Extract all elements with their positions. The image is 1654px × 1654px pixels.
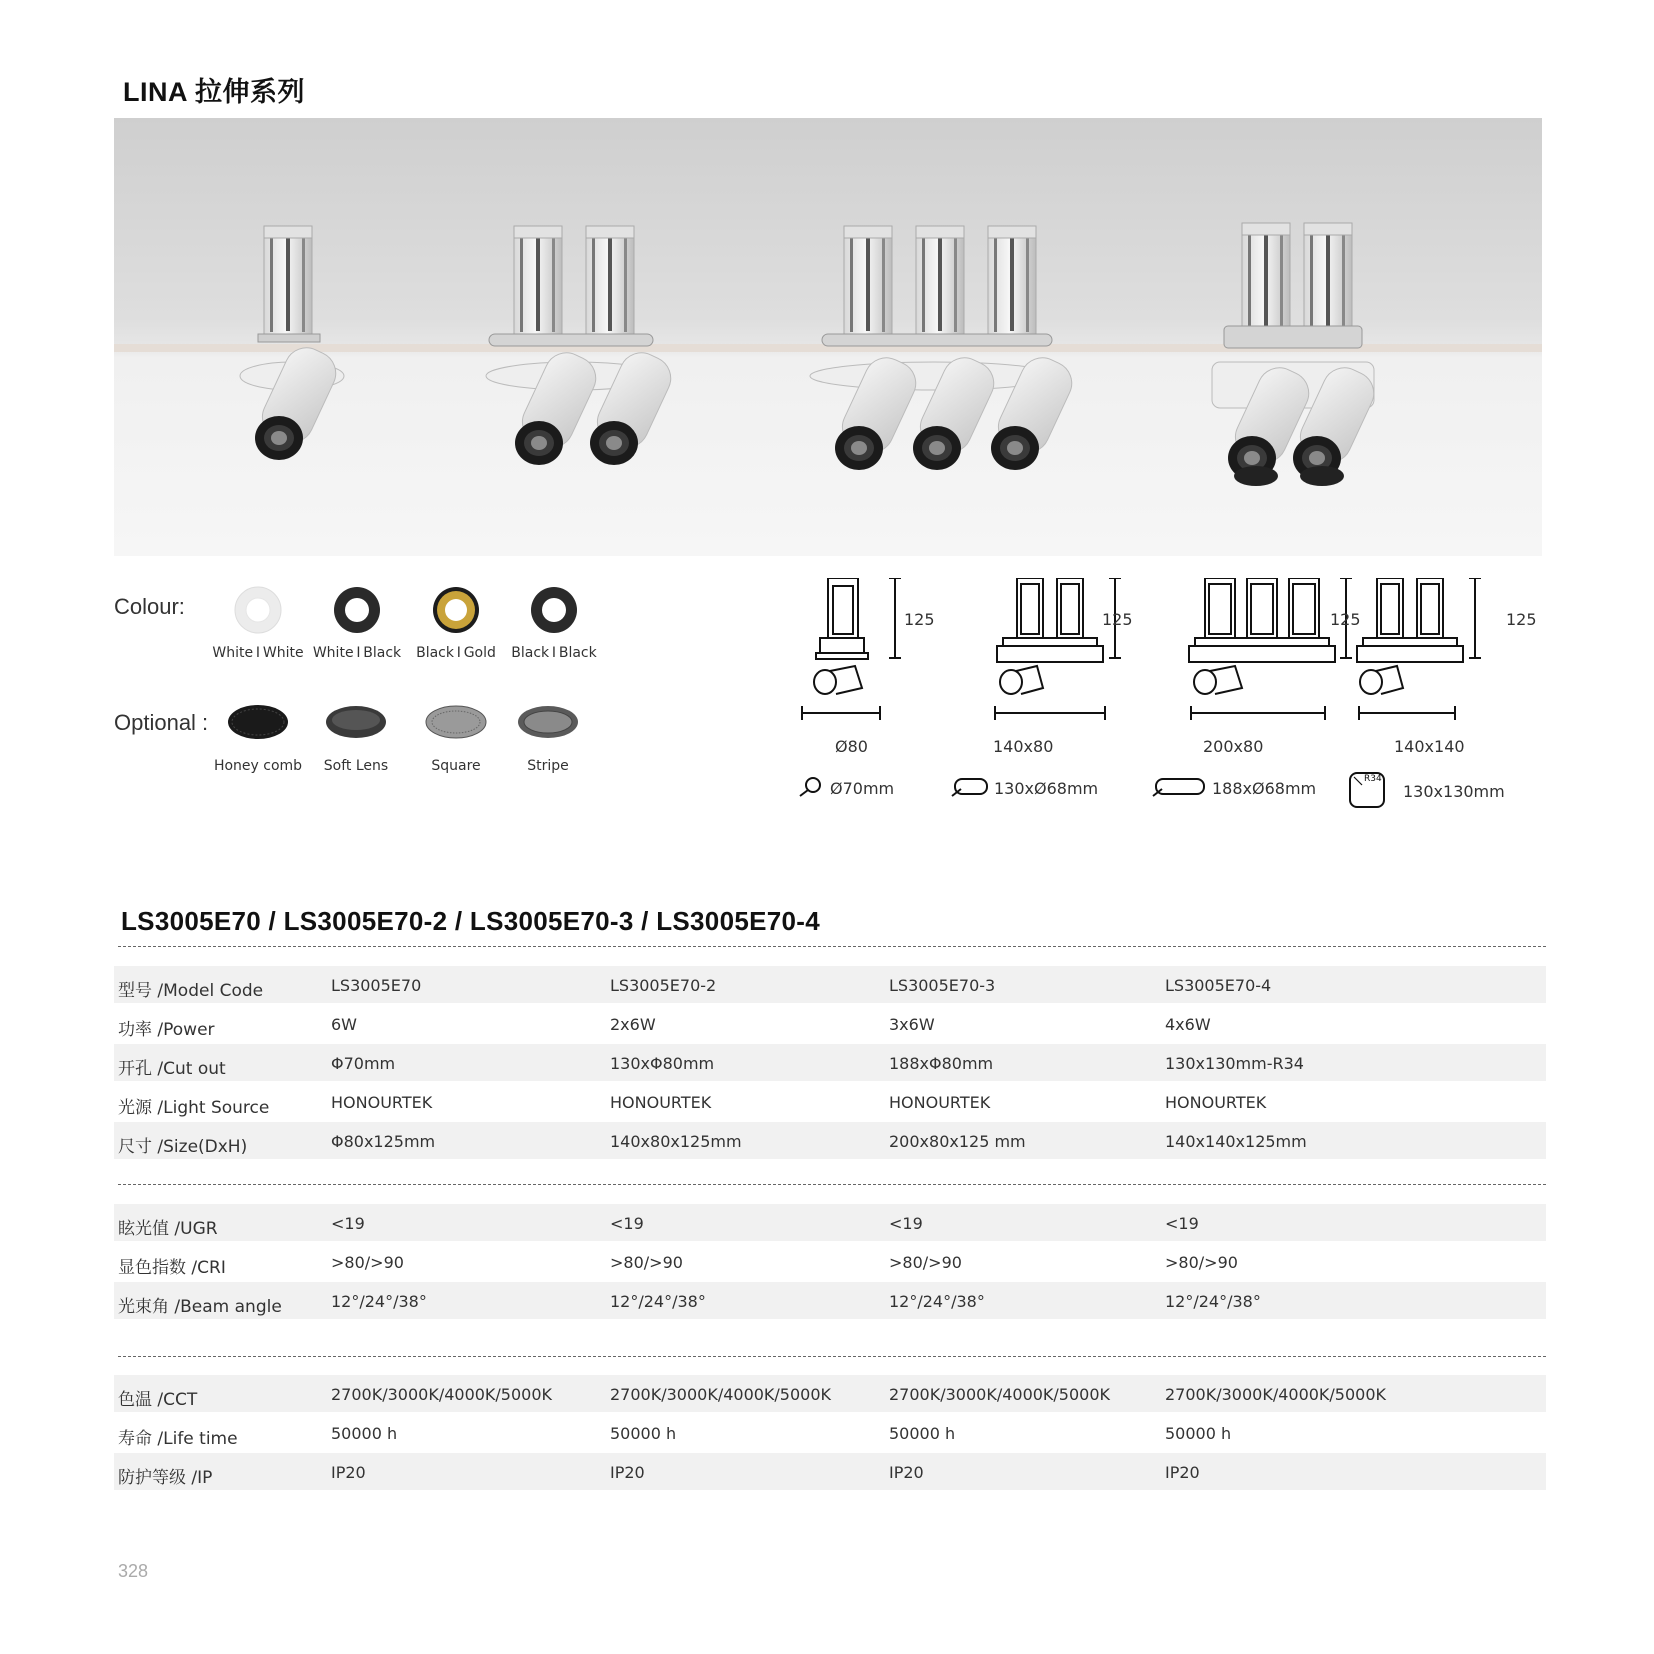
spec-row	[114, 1044, 1546, 1081]
product-quad	[1212, 223, 1381, 486]
spec-title: LS3005E70 / LS3005E70-2 / LS3005E70-3 / LS3005E70-4	[121, 906, 820, 936]
spec-value: Φ70mm	[331, 1054, 396, 1073]
spec-value: LS3005E70-3	[889, 976, 996, 995]
spec-value: 2700K/3000K/4000K/5000K	[331, 1385, 553, 1404]
spec-value: 140x140x125mm	[1165, 1132, 1307, 1151]
spec-value: Φ80x125mm	[331, 1132, 436, 1151]
spec-value: IP20	[331, 1463, 366, 1482]
height-label: 125	[1330, 610, 1361, 629]
spec-value: IP20	[1165, 1463, 1200, 1482]
spec-value: IP20	[610, 1463, 645, 1482]
spec-value: IP20	[889, 1463, 924, 1482]
oblong-cutout-icon	[949, 776, 989, 798]
product-single	[240, 226, 344, 460]
colour-label: Colour:	[114, 594, 185, 619]
spec-value: 188xΦ80mm	[889, 1054, 994, 1073]
spec-label: 开孔 /Cut out	[118, 1059, 226, 1079]
spec-row	[114, 1453, 1546, 1490]
divider	[118, 1356, 1546, 1357]
diagram-triple	[1189, 578, 1352, 720]
spec-label: 寿命 /Life time	[118, 1429, 238, 1449]
spec-value: 2700K/3000K/4000K/5000K	[610, 1385, 832, 1404]
oblong-cutout-icon	[1150, 776, 1206, 798]
spec-value: LS3005E70-2	[610, 976, 717, 995]
spec-row	[114, 1243, 1546, 1280]
spec-value: 12°/24°/38°	[889, 1292, 985, 1311]
optional-label: Optional :	[114, 710, 209, 735]
product-render-illustration	[114, 118, 1542, 556]
spec-value: 130x130mm-R34	[1165, 1054, 1304, 1073]
width-label: Ø80	[835, 737, 868, 756]
square-lens-icon	[424, 702, 488, 742]
spec-value: 12°/24°/38°	[331, 1292, 427, 1311]
spec-value: HONOURTEK	[610, 1093, 712, 1112]
spec-value: 50000 h	[610, 1424, 677, 1443]
height-label: 125	[1506, 610, 1537, 629]
spec-value: >80/>90	[331, 1253, 404, 1272]
spec-label: 光源 /Light Source	[118, 1098, 270, 1118]
stripe-lens-icon	[516, 702, 580, 742]
colour-caption: White I Black	[312, 645, 402, 661]
spec-row	[114, 966, 1546, 1003]
spec-label: 色温 /CCT	[118, 1390, 198, 1410]
diagram-single	[802, 578, 901, 720]
spec-value: 2700K/3000K/4000K/5000K	[889, 1385, 1111, 1404]
cutout-label: 130xØ68mm	[994, 779, 1099, 798]
diagram-quad	[1357, 578, 1481, 720]
spec-value: 200x80x125 mm	[889, 1132, 1026, 1151]
colour-swatch-black-black	[529, 585, 579, 635]
dimension-diagrams	[780, 578, 1520, 723]
spec-value: 50000 h	[889, 1424, 956, 1443]
optional-caption: Honey comb	[213, 758, 303, 774]
spec-value: 4x6W	[1165, 1015, 1211, 1034]
spec-label: 显色指数 /CRI	[118, 1258, 226, 1278]
round-cutout-icon	[797, 776, 825, 798]
spec-label: 型号 /Model Code	[118, 981, 264, 1001]
spec-value: 130xΦ80mm	[610, 1054, 715, 1073]
page-number: 328	[118, 1561, 149, 1581]
colour-caption: White I White	[212, 645, 304, 661]
spec-value: HONOURTEK	[1165, 1093, 1267, 1112]
spec-label: 眩光值 /UGR	[118, 1219, 218, 1239]
spec-value: 50000 h	[1165, 1424, 1232, 1443]
spec-value: >80/>90	[1165, 1253, 1238, 1272]
spec-value: 12°/24°/38°	[610, 1292, 706, 1311]
spec-value: 2x6W	[610, 1015, 656, 1034]
colour-swatch-black-gold	[431, 585, 481, 635]
spec-value: HONOURTEK	[331, 1093, 433, 1112]
width-label: 140x80	[993, 737, 1054, 756]
spec-label: 防护等级 /IP	[118, 1468, 213, 1488]
cutout-label: Ø70mm	[830, 779, 895, 798]
height-label: 125	[1102, 610, 1133, 629]
spec-row	[114, 1005, 1546, 1042]
spec-value: 6W	[331, 1015, 357, 1034]
spec-value: 3x6W	[889, 1015, 935, 1034]
spec-value: <19	[889, 1214, 923, 1233]
colour-swatch-white-black	[332, 585, 382, 635]
divider	[118, 1184, 1546, 1185]
colour-caption: Black I Gold	[416, 645, 496, 661]
spec-row	[114, 1204, 1546, 1241]
diagram-double	[995, 578, 1121, 720]
honeycomb-lens-icon	[226, 702, 290, 742]
spec-row	[114, 1282, 1546, 1319]
spec-value: <19	[331, 1214, 365, 1233]
spec-value: 140x80x125mm	[610, 1132, 742, 1151]
width-label: 140x140	[1394, 737, 1465, 756]
spec-value: LS3005E70-4	[1165, 976, 1272, 995]
spec-value: 2700K/3000K/4000K/5000K	[1165, 1385, 1387, 1404]
width-label: 200x80	[1203, 737, 1264, 756]
spec-value: <19	[610, 1214, 644, 1233]
spec-row	[114, 1083, 1546, 1120]
height-label: 125	[904, 610, 935, 629]
spec-value: HONOURTEK	[889, 1093, 991, 1112]
cutout-label: 130x130mm	[1403, 782, 1505, 801]
spec-label: 尺寸 /Size(DxH)	[118, 1137, 248, 1157]
spec-value: 50000 h	[331, 1424, 398, 1443]
optional-caption: Square	[431, 758, 481, 774]
optional-caption: Stripe	[527, 758, 569, 774]
page-title: LINA 拉伸系列	[123, 77, 305, 107]
colour-caption: Black I Black	[511, 645, 597, 661]
spec-row	[114, 1122, 1546, 1159]
spec-value: 12°/24°/38°	[1165, 1292, 1261, 1311]
spec-value: <19	[1165, 1214, 1199, 1233]
spec-label: 光束角 /Beam angle	[118, 1297, 282, 1317]
spec-value: >80/>90	[610, 1253, 683, 1272]
soft-lens-icon	[324, 702, 388, 742]
spec-row	[114, 1414, 1546, 1451]
spec-row	[114, 1375, 1546, 1412]
product-hero-image	[114, 118, 1542, 556]
spec-label: 功率 /Power	[118, 1020, 215, 1040]
product-double	[486, 226, 678, 465]
spec-value: >80/>90	[889, 1253, 962, 1272]
colour-swatch-white-white	[233, 585, 283, 635]
spec-value: LS3005E70	[331, 976, 422, 995]
optional-caption: Soft Lens	[323, 758, 389, 774]
cutout-label: 188xØ68mm	[1212, 779, 1317, 798]
divider	[118, 946, 1546, 947]
cutout-radius-label: R34	[1364, 774, 1382, 784]
